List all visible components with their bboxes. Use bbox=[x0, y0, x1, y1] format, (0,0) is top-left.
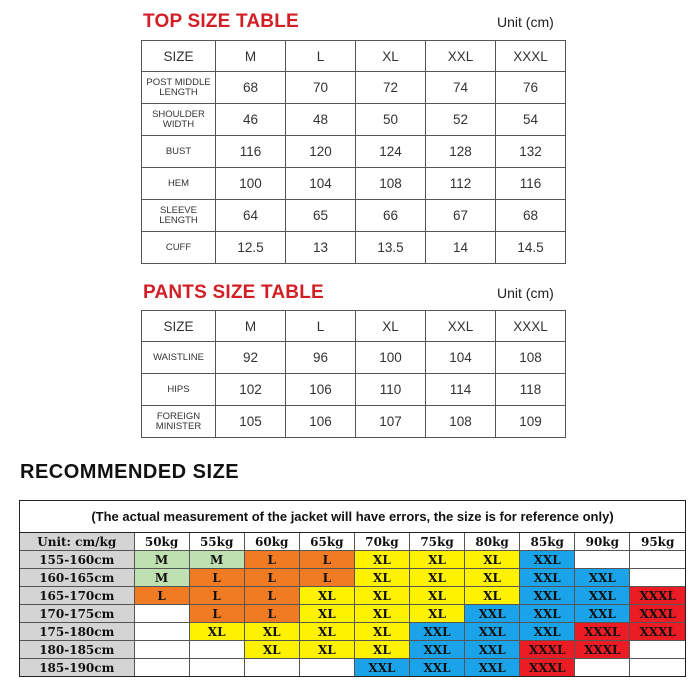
recommended-size-cell bbox=[189, 641, 244, 659]
recommended-size-cell: XXXL bbox=[575, 623, 630, 641]
recommended-size-cell: XL bbox=[354, 641, 409, 659]
top-row-label-line: BUST bbox=[165, 145, 192, 157]
pants-row-label-line: HIPS bbox=[167, 383, 190, 395]
pants-cell: 96 bbox=[286, 342, 356, 374]
top-row bbox=[142, 104, 566, 136]
recommended-size-cell: XL bbox=[409, 569, 464, 587]
recommended-size-cell bbox=[134, 623, 189, 641]
recommended-size-cell: XXXL bbox=[630, 623, 685, 641]
top-cell: 13.5 bbox=[356, 232, 426, 264]
top-cell: 64 bbox=[216, 200, 286, 232]
top-cell: 112 bbox=[426, 168, 496, 200]
recommended-size-cell: L bbox=[244, 605, 299, 623]
top-cell: 67 bbox=[426, 200, 496, 232]
recommended-size-cell bbox=[134, 641, 189, 659]
top-cell: 132 bbox=[496, 136, 566, 168]
recommended-size-cell: XXL bbox=[465, 641, 520, 659]
top-cell: 46 bbox=[216, 104, 286, 136]
height-label-cell: 165-170cm bbox=[20, 587, 134, 605]
pants-header-cell: XL bbox=[356, 311, 426, 342]
recommended-size-cell: XXL bbox=[520, 587, 575, 605]
top-cell: 13 bbox=[286, 232, 356, 264]
recommended-size-cell: M bbox=[134, 551, 189, 569]
height-label-cell: 155-160cm bbox=[20, 551, 134, 569]
pants-cell: 108 bbox=[496, 342, 566, 374]
recommended-size-cell: XXL bbox=[465, 605, 520, 623]
recommended-size-cell: XL bbox=[409, 605, 464, 623]
top-row-label bbox=[142, 200, 216, 232]
recommended-size-cell: L bbox=[189, 605, 244, 623]
recommended-size-cell: XL bbox=[299, 641, 354, 659]
pants-header-cell: L bbox=[286, 311, 356, 342]
recommended-size-cell: L bbox=[189, 587, 244, 605]
recommended-size-cell: XL bbox=[465, 569, 520, 587]
top-row-label-line: LENGTH bbox=[159, 214, 198, 226]
recommended-size-cell: XL bbox=[354, 587, 409, 605]
recommended-size-cell: L bbox=[299, 551, 354, 569]
top-size-table bbox=[141, 40, 566, 264]
recommended-size-cell: XXXL bbox=[520, 659, 575, 677]
recommended-size-chart bbox=[19, 500, 686, 677]
recommended-size-cell bbox=[630, 659, 685, 677]
weight-header-cell: 65kg bbox=[299, 533, 354, 551]
top-cell: 120 bbox=[286, 136, 356, 168]
recommended-size-cell: XXL bbox=[409, 659, 464, 677]
recommended-size-cell: XL bbox=[299, 623, 354, 641]
top-cell: 72 bbox=[356, 72, 426, 104]
pants-row-label bbox=[142, 406, 216, 438]
top-row-label bbox=[142, 104, 216, 136]
pants-table-title: PANTS SIZE TABLE bbox=[143, 282, 324, 303]
weight-header-cell: 55kg bbox=[189, 533, 244, 551]
weight-header-cell: 50kg bbox=[134, 533, 189, 551]
top-cell: 68 bbox=[496, 200, 566, 232]
top-cell: 14.5 bbox=[496, 232, 566, 264]
pants-row bbox=[142, 406, 566, 438]
recommended-size-cell: L bbox=[189, 569, 244, 587]
top-cell: 128 bbox=[426, 136, 496, 168]
recommended-size-cell: XL bbox=[409, 551, 464, 569]
top-cell: 12.5 bbox=[216, 232, 286, 264]
pants-size-table bbox=[141, 310, 566, 438]
recommended-size-cell bbox=[630, 569, 685, 587]
pants-header-cell: XXL bbox=[426, 311, 496, 342]
top-row bbox=[142, 232, 566, 264]
recommended-size-cell: M bbox=[134, 569, 189, 587]
height-label-cell: 170-175cm bbox=[20, 605, 134, 623]
top-cell: 100 bbox=[216, 168, 286, 200]
top-row-label-line: POST MIDDLE bbox=[146, 76, 211, 88]
pants-row-label-line: FOREIGN bbox=[156, 410, 201, 422]
recommended-size-cell: L bbox=[299, 569, 354, 587]
recommended-size-cell: XL bbox=[354, 551, 409, 569]
weight-header-cell: 75kg bbox=[409, 533, 464, 551]
top-table-title: TOP SIZE TABLE bbox=[143, 11, 299, 32]
top-row bbox=[142, 72, 566, 104]
top-cell: 104 bbox=[286, 168, 356, 200]
top-header-cell: XXL bbox=[426, 41, 496, 72]
recommended-size-cell bbox=[575, 551, 630, 569]
top-row-label-line: CUFF bbox=[165, 241, 192, 253]
top-cell: 65 bbox=[286, 200, 356, 232]
recommended-row bbox=[20, 569, 685, 587]
top-row-label bbox=[142, 136, 216, 168]
pants-header-cell: SIZE bbox=[142, 311, 216, 342]
recommended-size-cell: XXL bbox=[409, 641, 464, 659]
recommended-size-cell bbox=[630, 641, 685, 659]
top-cell: 54 bbox=[496, 104, 566, 136]
recommended-size-cell: XL bbox=[465, 551, 520, 569]
recommended-size-cell: XXL bbox=[409, 623, 464, 641]
top-cell: 74 bbox=[426, 72, 496, 104]
top-row-label-line: LENGTH bbox=[159, 86, 198, 98]
pants-row-label bbox=[142, 374, 216, 406]
recommended-size-cell: XXL bbox=[465, 623, 520, 641]
recommended-size-cell: M bbox=[189, 551, 244, 569]
recommended-table bbox=[20, 533, 685, 676]
top-row-label-line: HEM bbox=[167, 177, 190, 189]
top-header-row bbox=[142, 41, 566, 72]
recommended-size-cell bbox=[134, 605, 189, 623]
top-cell: 124 bbox=[356, 136, 426, 168]
pants-cell: 109 bbox=[496, 406, 566, 438]
top-header-cell: M bbox=[216, 41, 286, 72]
recommended-header-row bbox=[20, 533, 685, 551]
recommended-size-cell bbox=[244, 659, 299, 677]
top-row-label bbox=[142, 168, 216, 200]
recommended-size-cell bbox=[134, 659, 189, 677]
pants-cell: 105 bbox=[216, 406, 286, 438]
top-row bbox=[142, 136, 566, 168]
top-row bbox=[142, 168, 566, 200]
recommended-size-cell: XL bbox=[299, 605, 354, 623]
weight-header-cell: 60kg bbox=[244, 533, 299, 551]
top-row-label-line: SLEEVE bbox=[160, 204, 197, 216]
recommended-size-cell: XXXL bbox=[575, 641, 630, 659]
recommended-size-cell bbox=[299, 659, 354, 677]
top-cell: 76 bbox=[496, 72, 566, 104]
top-cell: 116 bbox=[496, 168, 566, 200]
pants-table-unit: Unit (cm) bbox=[497, 285, 554, 301]
top-cell: 68 bbox=[216, 72, 286, 104]
recommended-row bbox=[20, 587, 685, 605]
height-label-cell: 175-180cm bbox=[20, 623, 134, 641]
pants-row bbox=[142, 342, 566, 374]
recommended-size-cell: XXL bbox=[575, 605, 630, 623]
recommended-size-cell: XL bbox=[354, 569, 409, 587]
recommended-size-cell: XXXL bbox=[630, 587, 685, 605]
pants-cell: 118 bbox=[496, 374, 566, 406]
weight-header-cell: 95kg bbox=[630, 533, 685, 551]
pants-cell: 92 bbox=[216, 342, 286, 374]
recommended-size-cell: XXL bbox=[575, 569, 630, 587]
height-label-cell: 160-165cm bbox=[20, 569, 134, 587]
recommended-size-cell: XXL bbox=[520, 551, 575, 569]
recommended-size-cell: L bbox=[244, 587, 299, 605]
top-row-label-line: SHOULDER bbox=[152, 108, 205, 120]
pants-row bbox=[142, 374, 566, 406]
recommended-size-cell: XXL bbox=[354, 659, 409, 677]
pants-cell: 106 bbox=[286, 374, 356, 406]
top-row-label-line: WIDTH bbox=[162, 118, 195, 130]
top-cell: 108 bbox=[356, 168, 426, 200]
top-row-label bbox=[142, 72, 216, 104]
top-cell: 70 bbox=[286, 72, 356, 104]
pants-cell: 104 bbox=[426, 342, 496, 374]
recommended-row bbox=[20, 641, 685, 659]
top-cell: 50 bbox=[356, 104, 426, 136]
recommended-size-cell: XL bbox=[465, 587, 520, 605]
pants-cell: 114 bbox=[426, 374, 496, 406]
weight-header-cell: 80kg bbox=[465, 533, 520, 551]
pants-cell: 100 bbox=[356, 342, 426, 374]
recommended-unit-label: Unit: cm/kg bbox=[20, 533, 134, 551]
recommended-title: RECOMMENDED SIZE bbox=[20, 461, 240, 483]
height-label-cell: 180-185cm bbox=[20, 641, 134, 659]
pants-header-row bbox=[142, 311, 566, 342]
pants-cell: 106 bbox=[286, 406, 356, 438]
recommended-row bbox=[20, 623, 685, 641]
top-row bbox=[142, 200, 566, 232]
recommended-size-cell: XL bbox=[409, 587, 464, 605]
recommended-size-cell: XL bbox=[189, 623, 244, 641]
top-cell: 116 bbox=[216, 136, 286, 168]
recommended-size-cell bbox=[189, 659, 244, 677]
pants-row-label-line: MINISTER bbox=[155, 420, 202, 432]
top-cell: 48 bbox=[286, 104, 356, 136]
recommended-size-cell: L bbox=[244, 569, 299, 587]
top-cell: 52 bbox=[426, 104, 496, 136]
top-header-cell: L bbox=[286, 41, 356, 72]
recommended-size-cell bbox=[630, 551, 685, 569]
recommended-size-cell: XXL bbox=[575, 587, 630, 605]
pants-cell: 102 bbox=[216, 374, 286, 406]
recommended-size-cell: XL bbox=[299, 587, 354, 605]
pants-cell: 110 bbox=[356, 374, 426, 406]
recommended-size-cell: XXL bbox=[465, 659, 520, 677]
top-header-cell: XL bbox=[356, 41, 426, 72]
recommended-size-cell: XL bbox=[244, 641, 299, 659]
recommended-row bbox=[20, 605, 685, 623]
recommended-size-cell: XXL bbox=[520, 605, 575, 623]
recommended-size-cell: XXXL bbox=[630, 605, 685, 623]
recommended-row bbox=[20, 659, 685, 677]
recommended-size-cell: XXL bbox=[520, 569, 575, 587]
weight-header-cell: 85kg bbox=[520, 533, 575, 551]
recommended-row bbox=[20, 551, 685, 569]
pants-row-label-line: WAISTLINE bbox=[153, 351, 204, 363]
top-cell: 66 bbox=[356, 200, 426, 232]
recommended-size-cell: XL bbox=[354, 605, 409, 623]
pants-header-cell: M bbox=[216, 311, 286, 342]
weight-header-cell: 90kg bbox=[575, 533, 630, 551]
recommended-size-cell: XL bbox=[244, 623, 299, 641]
pants-row-label bbox=[142, 342, 216, 374]
recommended-size-cell: L bbox=[134, 587, 189, 605]
recommended-note: (The actual measurement of the jacket will have errors, the size is for reference only) bbox=[20, 501, 685, 533]
recommended-size-cell: XXXL bbox=[520, 641, 575, 659]
top-row-label bbox=[142, 232, 216, 264]
recommended-size-cell: L bbox=[244, 551, 299, 569]
pants-header-cell: XXXL bbox=[496, 311, 566, 342]
recommended-size-cell: XL bbox=[354, 623, 409, 641]
pants-cell: 107 bbox=[356, 406, 426, 438]
recommended-size-cell: XXL bbox=[520, 623, 575, 641]
top-header-cell: XXXL bbox=[496, 41, 566, 72]
height-label-cell: 185-190cm bbox=[20, 659, 134, 677]
weight-header-cell: 70kg bbox=[354, 533, 409, 551]
recommended-size-cell bbox=[575, 659, 630, 677]
top-table-unit: Unit (cm) bbox=[497, 14, 554, 30]
pants-cell: 108 bbox=[426, 406, 496, 438]
top-cell: 14 bbox=[426, 232, 496, 264]
top-header-cell: SIZE bbox=[142, 41, 216, 72]
